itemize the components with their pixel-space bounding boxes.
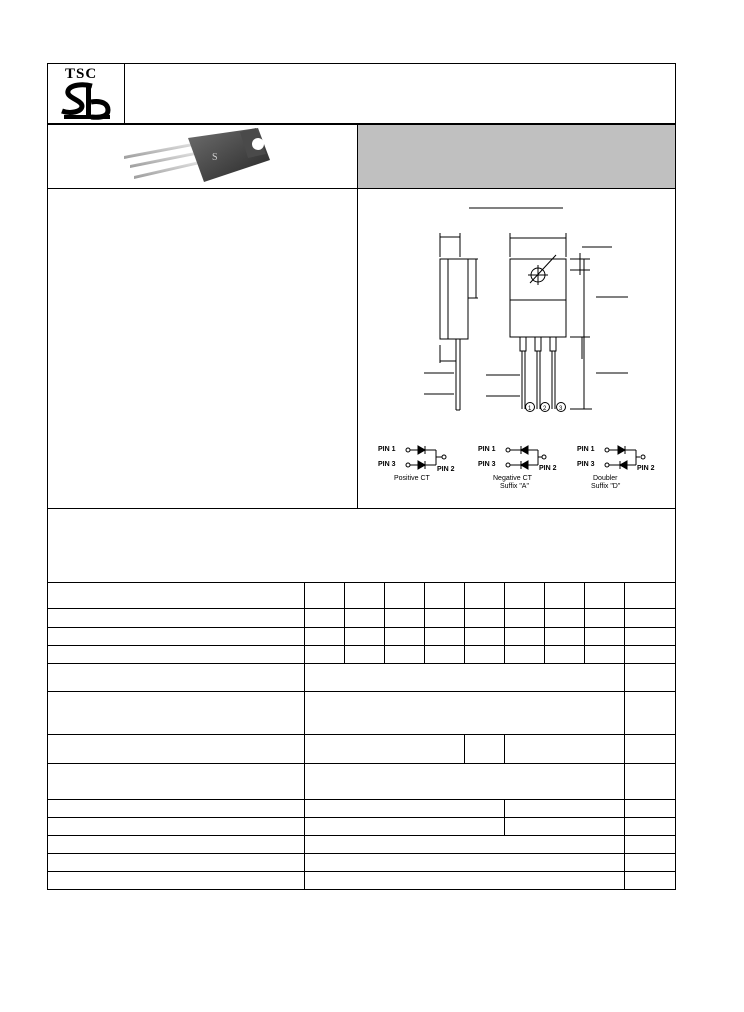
pin3-label-doubler: PIN 3 [577, 461, 595, 468]
pin1-label-doubler: PIN 1 [577, 446, 595, 453]
pin2-label-doubler: PIN 2 [637, 465, 655, 472]
config-doubler-suffix: Suffix "D" [591, 483, 621, 490]
pin2-label-positive: PIN 2 [437, 466, 455, 473]
config-positive-ct: Positive CT [394, 475, 430, 482]
config-doubler: Doubler [593, 475, 618, 482]
pin-number-1: 1 [528, 406, 532, 412]
pin-number-3: 3 [559, 406, 563, 412]
product-photo [120, 126, 280, 186]
logo-text: TSC [65, 66, 98, 82]
title-panel [358, 125, 675, 188]
pin1-label-negative: PIN 1 [478, 446, 496, 453]
config-negative-suffix: Suffix "A" [500, 483, 529, 490]
pin3-label-negative: PIN 3 [478, 461, 496, 468]
features-bottom-rule [47, 508, 676, 509]
pin-number-2: 2 [543, 406, 547, 412]
ratings-table [47, 582, 676, 890]
pin2-label-negative: PIN 2 [539, 465, 557, 472]
row-rule [47, 188, 676, 189]
svg-text:S: S [212, 152, 218, 163]
logo-divider [124, 63, 125, 125]
pin3-label-positive: PIN 3 [378, 461, 396, 468]
config-negative-ct: Negative CT [493, 475, 532, 482]
company-logo [58, 66, 116, 122]
logo-symbol-icon [58, 82, 116, 122]
pin1-label-positive: PIN 1 [378, 446, 396, 453]
